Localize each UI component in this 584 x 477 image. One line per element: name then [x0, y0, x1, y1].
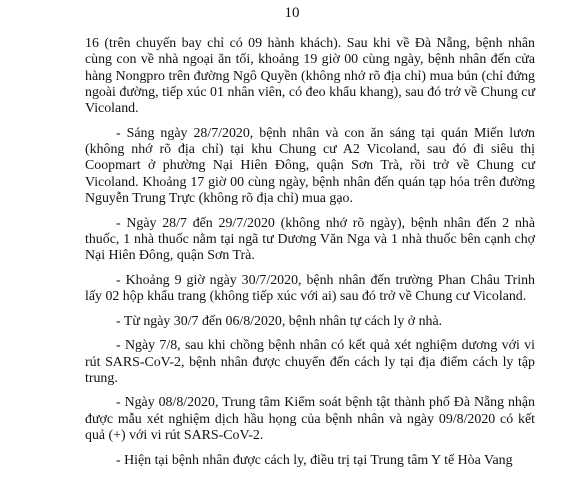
paragraph-august-7: - Ngày 7/8, sau khi chồng bệnh nhân có kết quả xét nghiệm dương với vi rút SARS-CoV-2, bệnh nhân được chuyển đến cách ly tại địa điểm cách ly tập trung. — [85, 338, 535, 386]
paragraph-continuation: 16 (trên chuyến bay chỉ có 09 hành khách). Sau khi về Đà Nẵng, bệnh nhân cùng con về nhà ngoại ăn tối, khoảng 19 giờ 00 cùng ngày, bệnh nhân đến cửa hàng Nongpro trên đường Ngô Quyền (không nhớ rõ địa chỉ) mua bún (chỉ đứng ngoài đường, tiếp xúc 01 nhân viên, có đeo khẩu khang), sau đó trở về Chung cư Vicoland. — [85, 36, 535, 117]
document-body — [85, 36, 535, 477]
paragraph-current-status: - Hiện tại bệnh nhân được cách ly, điều trị tại Trung tâm Y tế Hòa Vang — [116, 452, 513, 468]
page-number: 10 — [284, 5, 300, 21]
paragraph-august-8-test: - Ngày 08/8/2020, Trung tâm Kiểm soát bệnh tật thành phố Đà Nẵng nhận được mẫu xét nghiệm dịch hầu họng của bệnh nhân và ngày 09/8/2020 có kết quả (+) với vi rút SARS-CoV-2. — [85, 395, 535, 444]
paragraph-july-30-school: - Khoảng 9 giờ ngày 30/7/2020, bệnh nhân đến trường Phan Châu Trinh lấy 02 hộp khẩu trang (không tiếp xúc với ai) sau đó trở về Chung cư Vicoland. — [85, 272, 535, 305]
paragraph-pharmacies: - Ngày 28/7 đến 29/7/2020 (không nhớ rõ ngày), bệnh nhân đến 2 nhà thuốc, 1 nhà thuốc nằm tại ngã tư Dương Văn Nga và 1 nhà thuốc bên cạnh chợ Nại Hiên Đông, quận Sơn Trà. — [85, 215, 535, 264]
paragraph-self-isolation: - Từ ngày 30/7 đến 06/8/2020, bệnh nhân tự cách ly ở nhà. — [116, 313, 443, 329]
paragraph-july-28-morning: - Sáng ngày 28/7/2020, bệnh nhân và con ăn sáng tại quán Miến lươn (không nhớ rõ địa chỉ) tại khu Chung cư A2 Vicoland, sau đó đi siêu thị Coopmart ở phường Nại Hiên Đông, quận Sơn Trà, rồi trở về Chung cư Vicoland. Khoảng 17 giờ 00 cùng ngày, bệnh nhân đến quán tạp hóa trên đường Nguyễn Trung Trực (không rõ địa chỉ) mua gạo. — [85, 125, 535, 206]
